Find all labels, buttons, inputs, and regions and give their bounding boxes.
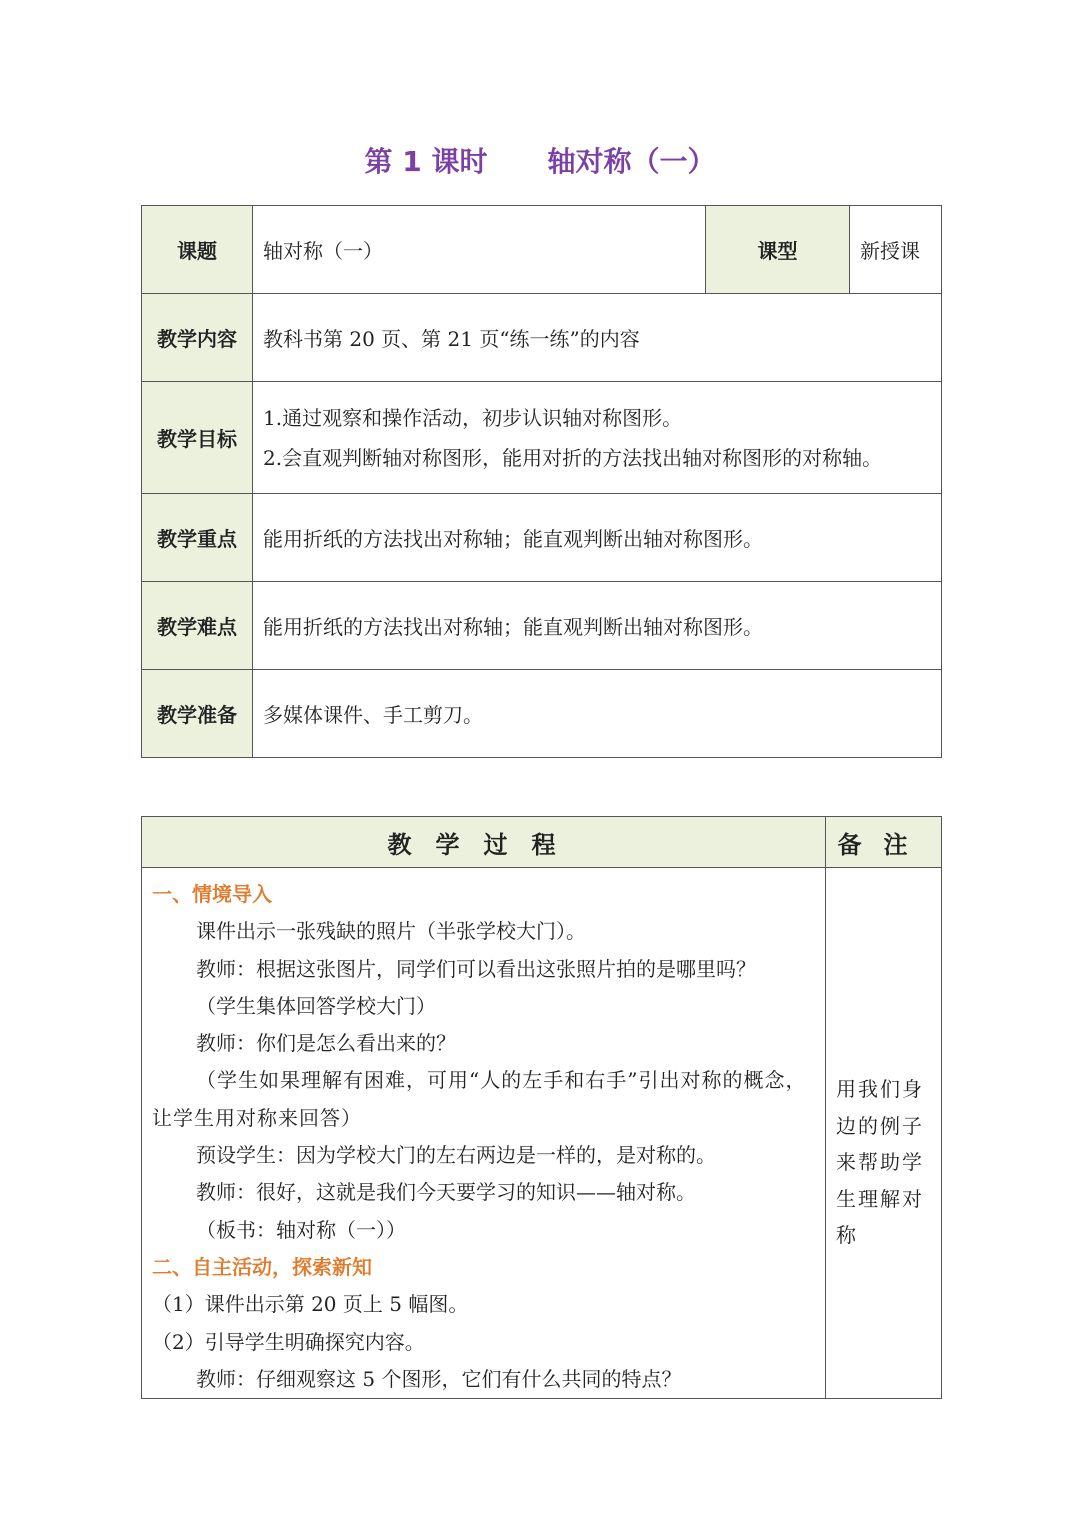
goals-value <box>253 382 942 494</box>
process-line: （学生如果理解有困难，可用“人的左手和右手”引出对称的概念，让学生用对称来回答） <box>152 1068 807 1130</box>
row-topic <box>142 206 942 294</box>
notes-header: 备注 <box>826 817 942 868</box>
goals-label: 教学目标 <box>142 382 253 494</box>
prep-label: 教学准备 <box>142 670 253 758</box>
goal-item: 1.通过观察和操作活动，初步认识轴对称图形。 <box>263 405 683 430</box>
section-title: 二、自主活动，探索新知 <box>152 1254 372 1279</box>
process-line: （学生集体回答学校大门） <box>196 993 436 1018</box>
key-label: 教学重点 <box>142 494 253 582</box>
key-value: 能用折纸的方法找出对称轴；能直观判断出轴对称图形。 <box>253 494 942 582</box>
lesson-number: 第 1 课时 <box>364 145 488 178</box>
process-body-row <box>142 868 942 1399</box>
process-line: 课件出示一张残缺的照片（半张学校大门）。 <box>196 919 586 944</box>
row-content <box>142 294 942 382</box>
lesson-info-table <box>141 205 942 758</box>
content-label: 教学内容 <box>142 294 253 382</box>
goal-item: 2.会直观判断轴对称图形，能用对折的方法找出轴对称图形的对称轴。 <box>263 445 883 470</box>
topic-label: 课题 <box>142 206 253 294</box>
process-header-row <box>142 817 942 868</box>
row-difficulty <box>142 582 942 670</box>
type-label: 课型 <box>706 206 850 294</box>
page-title <box>0 140 1080 180</box>
lesson-topic: 轴对称（一） <box>547 145 716 178</box>
process-line: （板书：轴对称（一）） <box>196 1217 406 1242</box>
process-table <box>141 816 942 1399</box>
type-value: 新授课 <box>850 206 942 294</box>
process-line: （1）课件出示第 20 页上 5 幅图。 <box>152 1292 469 1317</box>
difficulty-label: 教学难点 <box>142 582 253 670</box>
process-line: 教师：很好，这就是我们今天要学习的知识——轴对称。 <box>196 1180 696 1205</box>
topic-value: 轴对称（一） <box>253 206 706 294</box>
process-line: 预设学生：因为学校大门的左右两边是一样的，是对称的。 <box>196 1143 716 1168</box>
note-text: 用我们身边的例子来帮助学生理解对称 <box>826 868 942 1399</box>
process-line: 教师：根据这张图片，同学们可以看出这张照片拍的是哪里吗？ <box>196 956 756 981</box>
process-content <box>142 868 826 1399</box>
process-line: 教师：你们是怎么看出来的？ <box>196 1031 456 1056</box>
difficulty-value: 能用折纸的方法找出对称轴；能直观判断出轴对称图形。 <box>253 582 942 670</box>
process-line: 教师：仔细观察这 5 个图形，它们有什么共同的特点？ <box>196 1366 682 1391</box>
section-title: 一、情境导入 <box>152 882 272 906</box>
process-header: 教学过程 <box>142 817 826 868</box>
process-line: （2）引导学生明确探究内容。 <box>152 1329 425 1354</box>
row-prep <box>142 670 942 758</box>
prep-value: 多媒体课件、手工剪刀。 <box>253 670 942 758</box>
row-key <box>142 494 942 582</box>
content-value: 教科书第 20 页、第 21 页“练一练”的内容 <box>253 294 942 382</box>
row-goals <box>142 382 942 494</box>
